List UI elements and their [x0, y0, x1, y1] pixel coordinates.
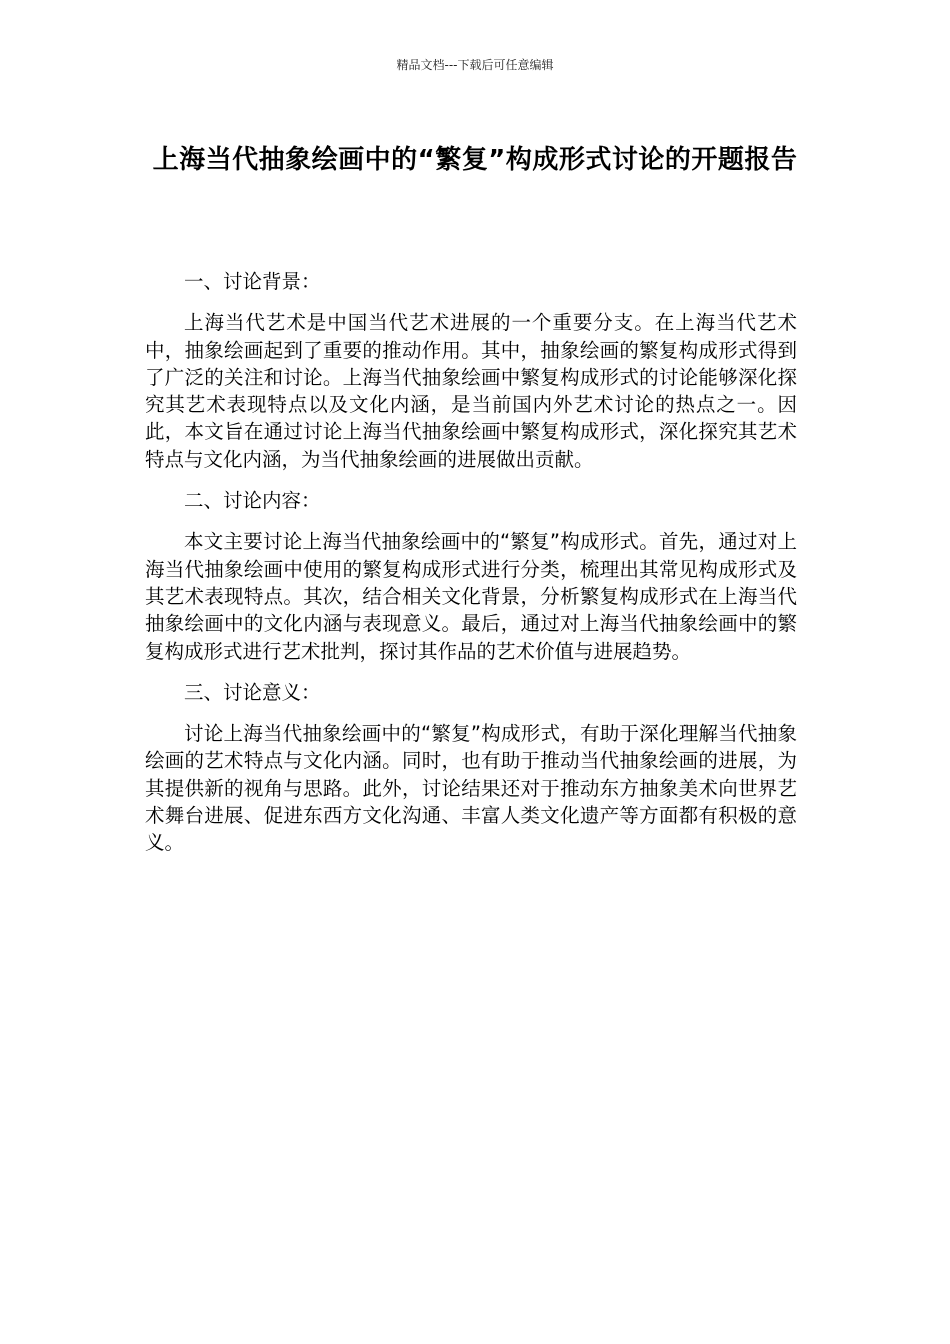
document-body [145, 268, 797, 871]
section-paragraph-background: 上海当代艺术是中国当代艺术进展的一个重要分支。在上海当代艺术中，抽象绘画起到了重要的推动作用。其中，抽象绘画的繁复构成形式得到了广泛的关注和讨论。上海当代抽象绘画中繁复构成形式的讨论能够深化探究其艺术表现特点以及文化内涵，是当前国内外艺术讨论的热点之一。因此，本文旨在通过讨论上海当代抽象绘画中繁复构成形式，深化探究其艺术特点与文化内涵，为当代抽象绘画的进展做出贡献。 [145, 311, 797, 471]
header-note: 精品文档---下载后可任意编辑 [396, 58, 554, 72]
section-paragraph-significance: 讨论上海当代抽象绘画中的“繁复”构成形式，有助于深化理解当代抽象绘画的艺术特点与文化内涵。同时，也有助于推动当代抽象绘画的进展，为其提供新的视角与思路。此外，讨论结果还对于推动东方抽象美术向世界艺术舞台进展、促进东西方文化沟通、丰富人类文化遗产等方面都有积极的意义。 [145, 722, 797, 855]
section-heading-content: 二、讨论内容： [184, 489, 321, 513]
section-heading-background: 一、讨论背景： [184, 270, 321, 293]
section-paragraph-content: 本文主要讨论上海当代抽象绘画中的“繁复”构成形式。首先，通过对上海当代抽象绘画中使用的繁复构成形式进行分类，梳理出其常见构成形式及其艺术表现特点。其次，结合相关文化背景，分析繁复构成形式在上海当代抽象绘画中的文化内涵与表现意义。最后，通过对上海当代抽象绘画中的繁复构成形式进行艺术批判，探讨其作品的艺术价值与进展趋势。 [145, 530, 797, 663]
document-title: 上海当代抽象绘画中的“繁复”构成形式讨论的开题报告 [152, 145, 798, 175]
section-heading-significance: 三、讨论意义： [184, 680, 321, 704]
